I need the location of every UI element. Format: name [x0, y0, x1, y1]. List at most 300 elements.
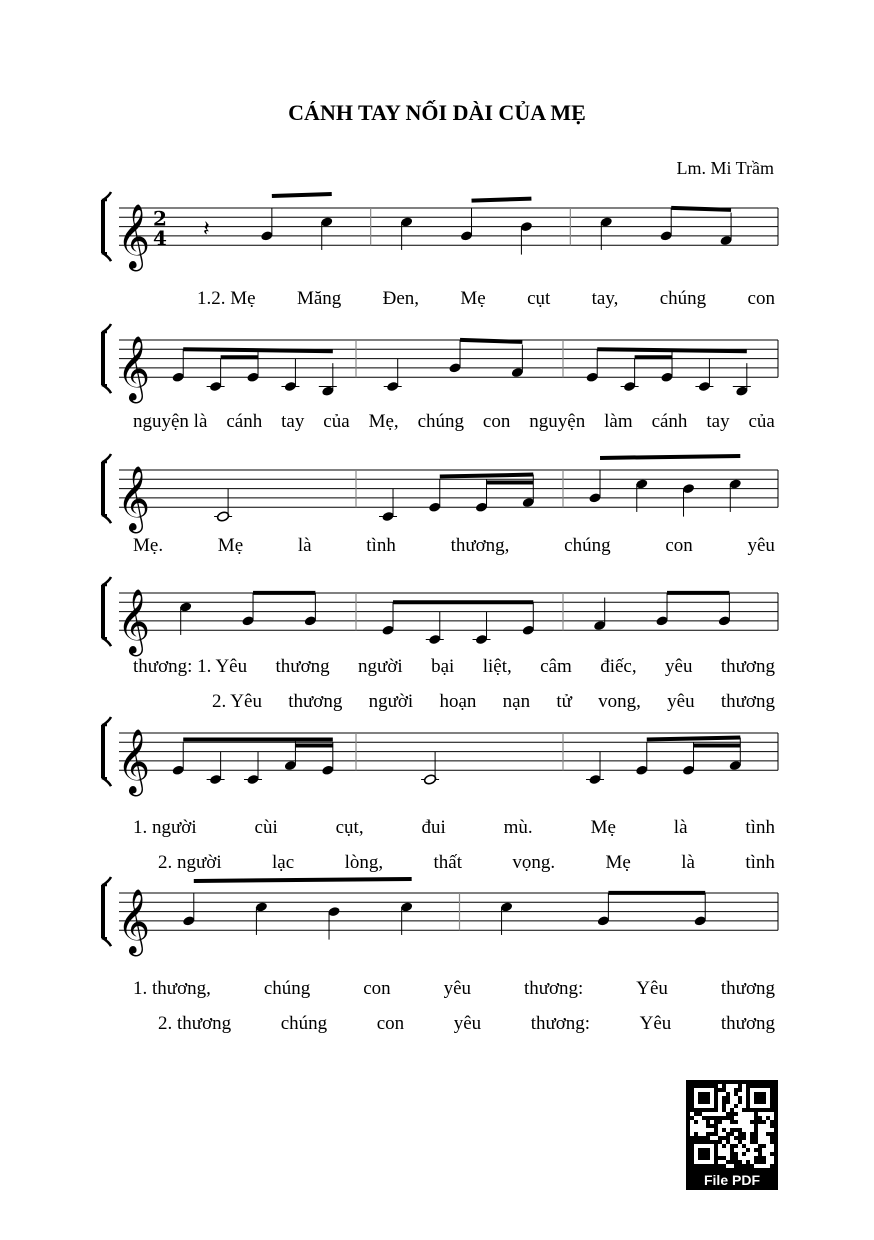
lyric-word: Mẹ [590, 817, 616, 838]
qr-module [702, 1136, 706, 1140]
lyrics-line [133, 656, 775, 678]
qr-module [722, 1144, 726, 1148]
qr-module [758, 1160, 762, 1164]
qr-module [714, 1156, 718, 1160]
qr-module [762, 1156, 766, 1160]
qr-module [726, 1160, 730, 1164]
qr-module [726, 1136, 730, 1140]
qr-module [706, 1152, 710, 1156]
treble-clef-icon: 𝄞 [117, 889, 151, 955]
qr-module [754, 1160, 758, 1164]
lyric-word: bại [431, 656, 455, 677]
lyric-word: thương [720, 691, 775, 712]
qr-module [702, 1108, 706, 1112]
beam [194, 879, 412, 881]
qr-module [746, 1108, 750, 1112]
lyric-word: tình [366, 535, 396, 556]
qr-module [750, 1164, 754, 1168]
lyrics-line [197, 288, 775, 310]
qr-module [702, 1148, 706, 1152]
qr-module [762, 1160, 766, 1164]
beam [472, 199, 532, 201]
qr-module [758, 1152, 762, 1156]
lyric-word: cùi [254, 817, 278, 838]
qr-module [714, 1132, 718, 1136]
qr-module [754, 1124, 758, 1128]
lyric-word: tử [556, 691, 572, 712]
qr-module [734, 1164, 738, 1168]
lyric-word: yêu [453, 1013, 482, 1034]
qr-module [726, 1096, 730, 1100]
staff-system [95, 440, 785, 550]
qr-module [698, 1112, 702, 1116]
qr-module [738, 1096, 742, 1100]
qr-module [754, 1156, 758, 1160]
qr-module [694, 1108, 698, 1112]
qr-module [734, 1112, 738, 1116]
qr-module [762, 1096, 766, 1100]
qr-module [706, 1116, 710, 1120]
qr-module [698, 1136, 702, 1140]
song-title: CÁNH TAY NỐI DÀI CỦA MẸ [288, 100, 586, 125]
qr-module [718, 1120, 722, 1124]
qr-module [730, 1148, 734, 1152]
lyric-word: tay [706, 411, 730, 432]
beam [671, 208, 731, 210]
qr-module [770, 1084, 774, 1088]
qr-module [714, 1120, 718, 1124]
lyrics-line [133, 978, 775, 1000]
qr-module [758, 1148, 762, 1152]
lyric-word: con [376, 1013, 405, 1034]
qr-module [714, 1140, 718, 1144]
beam [597, 349, 747, 351]
qr-module [766, 1132, 770, 1136]
lyric-word: chúng [564, 535, 611, 556]
qr-module [690, 1144, 694, 1148]
qr-module [690, 1116, 694, 1120]
lyric-word: cụt [527, 288, 551, 309]
qr-module [754, 1108, 758, 1112]
qr-module [734, 1120, 738, 1124]
lyric-word: Mẹ. [133, 535, 164, 556]
qr-module [698, 1152, 702, 1156]
lyric-word: hoạn [439, 691, 477, 712]
qr-module [770, 1088, 774, 1092]
qr-module [702, 1100, 706, 1104]
qr-module [750, 1136, 754, 1140]
composer: Lm. Mi Trầm [676, 158, 774, 178]
qr-module [738, 1164, 742, 1168]
qr-module [734, 1152, 738, 1156]
qr-module [690, 1148, 694, 1152]
lyric-word: nguyện [529, 411, 586, 432]
lyrics-line [133, 817, 775, 839]
qr-module [742, 1152, 746, 1156]
qr-module [706, 1120, 710, 1124]
lyric-word: 2. Yêu [212, 691, 262, 712]
lyric-word: lạc [272, 852, 295, 873]
lyric-word: cụt, [335, 817, 364, 838]
qr-module [746, 1100, 750, 1104]
qr-module [702, 1084, 706, 1088]
lyric-word: yêu [747, 535, 775, 556]
qr-module [714, 1124, 718, 1128]
qr-module [730, 1116, 734, 1120]
lyric-word: cánh [651, 411, 688, 432]
qr-module [726, 1132, 730, 1136]
qr-module [742, 1144, 746, 1148]
qr-module [714, 1160, 718, 1164]
qr-module [714, 1100, 718, 1104]
qr-module [706, 1164, 710, 1168]
qr-module [694, 1136, 698, 1140]
lyric-word: Mẹ [217, 535, 244, 556]
beam [440, 475, 534, 477]
qr-module [758, 1156, 762, 1160]
qr-module [730, 1160, 734, 1164]
qr-module [754, 1096, 758, 1100]
qr-module [698, 1100, 702, 1104]
qr-module [702, 1096, 706, 1100]
qr-module [706, 1140, 710, 1144]
lyric-word: Mẹ, [368, 411, 399, 432]
qr-pattern [690, 1084, 774, 1168]
qr-module [770, 1136, 774, 1140]
qr-module [730, 1156, 734, 1160]
lyric-word: câm [540, 656, 572, 677]
lyric-word: con [665, 535, 693, 556]
qr-module [710, 1116, 714, 1120]
qr-module [710, 1164, 714, 1168]
qr-module [690, 1152, 694, 1156]
qr-module [738, 1084, 742, 1088]
qr-module [758, 1100, 762, 1104]
treble-clef-icon: 𝄞 [117, 204, 151, 270]
lyric-word: là [681, 852, 695, 873]
treble-clef-icon: 𝄞 [117, 589, 151, 655]
qr-module [698, 1092, 702, 1096]
lyric-word: Đen, [382, 288, 420, 309]
qr-module [758, 1096, 762, 1100]
qr-module [738, 1132, 742, 1136]
lyric-word: Yêu [636, 978, 668, 999]
qr-module [690, 1084, 694, 1088]
qr-module [718, 1088, 722, 1092]
qr-module [738, 1128, 742, 1132]
qr-module [722, 1088, 726, 1092]
qr-module [698, 1156, 702, 1160]
qr-module [746, 1092, 750, 1096]
lyric-word: điếc, [600, 656, 637, 677]
qr-module [694, 1164, 698, 1168]
qr-module [706, 1132, 710, 1136]
qr-module [706, 1084, 710, 1088]
qr-module [718, 1164, 722, 1168]
qr-module [770, 1140, 774, 1144]
qr-module [718, 1136, 722, 1140]
lyric-word: 1.2. Mẹ [197, 288, 256, 309]
time-signature-top: 2 [153, 206, 167, 231]
lyric-word: cánh [226, 411, 263, 432]
qr-module [710, 1140, 714, 1144]
qr-module [758, 1120, 762, 1124]
qr-code-icon [690, 1084, 774, 1168]
lyric-word: chúng [263, 978, 311, 999]
qr-module [698, 1148, 702, 1152]
qr-module [734, 1088, 738, 1092]
lyric-word: Mẹ [605, 852, 631, 873]
qr-module [690, 1108, 694, 1112]
qr-module [754, 1084, 758, 1088]
qr-module [722, 1096, 726, 1100]
lyric-word: thương [288, 691, 343, 712]
qr-module [770, 1164, 774, 1168]
qr-module [746, 1088, 750, 1092]
qr-module [730, 1108, 734, 1112]
lyric-word: 2. thương [158, 1013, 232, 1034]
qr-module [710, 1108, 714, 1112]
qr-module [722, 1100, 726, 1104]
lyric-word: thương [720, 656, 775, 677]
qr-module [722, 1108, 726, 1112]
lyric-word: yêu [665, 656, 693, 677]
qr-module [750, 1108, 754, 1112]
qr-module [726, 1092, 730, 1096]
lyric-word: đui [421, 817, 446, 838]
treble-clef-icon: 𝄞 [117, 336, 151, 402]
qr-module [690, 1140, 694, 1144]
qr-module [758, 1108, 762, 1112]
qr-module [738, 1088, 742, 1092]
qr-module [714, 1152, 718, 1156]
lyric-word: thương, [450, 535, 510, 556]
qr-module [750, 1132, 754, 1136]
lyric-word: là [673, 817, 688, 838]
qr-module [742, 1108, 746, 1112]
qr-module [694, 1120, 698, 1124]
staff-system [95, 310, 785, 420]
lyric-word: thương [720, 1013, 775, 1034]
qr-module [730, 1152, 734, 1156]
qr-module [770, 1092, 774, 1096]
lyric-word: người [368, 691, 414, 712]
qr-module [750, 1120, 754, 1124]
lyric-word: là [297, 535, 312, 556]
lyric-word: vong, [598, 691, 641, 712]
qr-module [766, 1116, 770, 1120]
qr-module [754, 1136, 758, 1140]
qr-module [734, 1128, 738, 1132]
qr-module [722, 1136, 726, 1140]
qr-module [702, 1164, 706, 1168]
qr-module [718, 1116, 722, 1120]
lyric-word: yêu [443, 978, 471, 999]
lyric-word: yêu [667, 691, 695, 712]
qr-module [746, 1148, 750, 1152]
qr-module [770, 1124, 774, 1128]
qr-module [710, 1124, 714, 1128]
lyrics-line [133, 535, 775, 557]
qr-module [690, 1160, 694, 1164]
qr-module [734, 1092, 738, 1096]
qr-module [690, 1164, 694, 1168]
qr-module [738, 1160, 742, 1164]
qr-module [734, 1156, 738, 1160]
beam [272, 194, 332, 196]
qr-module [758, 1116, 762, 1120]
lyric-word: con [482, 411, 511, 432]
lyric-word: Măng [296, 288, 342, 309]
qr-module [714, 1116, 718, 1120]
qr-module [762, 1092, 766, 1096]
qr-module [770, 1104, 774, 1108]
lyric-word: 2. người [158, 852, 222, 873]
qr-module [706, 1136, 710, 1140]
qr-module [698, 1140, 702, 1144]
qr-module [714, 1164, 718, 1168]
qr-module [690, 1104, 694, 1108]
qr-module [706, 1124, 710, 1128]
qr-module [690, 1088, 694, 1092]
qr-module [714, 1128, 718, 1132]
lyric-word: của [323, 411, 350, 432]
lyric-word: liệt, [482, 656, 512, 677]
treble-clef-icon: 𝄞 [117, 729, 151, 795]
staff-system [95, 178, 785, 288]
qr-module [730, 1132, 734, 1136]
qr-module [714, 1104, 718, 1108]
lyric-word: chúng [417, 411, 464, 432]
qr-module [714, 1088, 718, 1092]
lyric-word: 1. người [133, 817, 197, 838]
lyric-word: làm [604, 411, 633, 432]
qr-module [754, 1132, 758, 1136]
lyric-word: chúng [659, 288, 707, 309]
qr-module [746, 1084, 750, 1088]
lyric-word: nguyện là [133, 411, 208, 432]
qr-module [722, 1084, 726, 1088]
qr-module [770, 1120, 774, 1124]
lyric-word: tình [745, 817, 775, 838]
qr-module [758, 1084, 762, 1088]
qr-module [702, 1152, 706, 1156]
staff-system [95, 863, 785, 973]
qr-module [754, 1112, 758, 1116]
qr-module [754, 1100, 758, 1104]
lyrics-line [133, 411, 775, 433]
qr-module [710, 1132, 714, 1136]
beam [460, 340, 522, 342]
qr-module [726, 1140, 730, 1144]
lyric-word: thương: 1. Yêu [133, 656, 248, 677]
qr-module [730, 1144, 734, 1148]
qr-module [706, 1092, 710, 1096]
qr-module [746, 1104, 750, 1108]
time-signature-bottom: 4 [153, 226, 167, 251]
qr-module [766, 1108, 770, 1112]
qr-module [754, 1120, 758, 1124]
qr-module [698, 1084, 702, 1088]
lyric-word: Mẹ [460, 288, 486, 309]
qr-module [702, 1156, 706, 1160]
qr-module [742, 1164, 746, 1168]
qr-module [706, 1096, 710, 1100]
qr-module [770, 1108, 774, 1112]
treble-clef-icon: 𝄞 [117, 466, 151, 532]
lyric-word: lòng, [344, 852, 384, 873]
qr-module [702, 1140, 706, 1144]
qr-module [706, 1108, 710, 1112]
lyric-word: tình [745, 852, 775, 873]
lyric-word: con [363, 978, 391, 999]
lyric-word: 1. thương, [133, 978, 211, 999]
qr-module [714, 1084, 718, 1088]
qr-module [698, 1096, 702, 1100]
lyric-word: tay, [591, 288, 619, 309]
lyric-word: chúng [280, 1013, 328, 1034]
lyric-word: nạn [502, 691, 531, 712]
lyric-word: vọng. [512, 852, 556, 873]
qr-module [722, 1164, 726, 1168]
qr-module [762, 1084, 766, 1088]
qr-module [746, 1160, 750, 1164]
qr-module [742, 1136, 746, 1140]
qr-module [734, 1136, 738, 1140]
qr-module [730, 1120, 734, 1124]
qr-module [698, 1108, 702, 1112]
qr-module [754, 1092, 758, 1096]
qr-module [722, 1128, 726, 1132]
qr-module [726, 1116, 730, 1120]
qr-module [706, 1148, 710, 1152]
qr-module [758, 1144, 762, 1148]
qr-module [746, 1096, 750, 1100]
qr-module [738, 1140, 742, 1144]
qr-module [726, 1112, 730, 1116]
qr-module [750, 1084, 754, 1088]
staff-system [95, 703, 785, 813]
beam [183, 349, 333, 351]
qr-module [742, 1132, 746, 1136]
qr-module [722, 1104, 726, 1108]
lyric-word: thương [275, 656, 330, 677]
lyric-word: thương: [530, 1013, 591, 1034]
qr-module [714, 1108, 718, 1112]
qr-module [770, 1096, 774, 1100]
qr-module [754, 1148, 758, 1152]
qr-module [770, 1152, 774, 1156]
qr-module [694, 1132, 698, 1136]
quarter-rest-icon: 𝄽 [202, 216, 210, 242]
qr-code-pdf-link[interactable] [686, 1080, 778, 1190]
qr-module [770, 1132, 774, 1136]
qr-module [730, 1128, 734, 1132]
qr-module [766, 1084, 770, 1088]
lyric-word: mù. [503, 817, 533, 838]
qr-module [694, 1084, 698, 1088]
qr-module [706, 1100, 710, 1104]
qr-module [714, 1144, 718, 1148]
lyric-word: của [748, 411, 775, 432]
lyric-word: người [358, 656, 403, 677]
lyric-word: thất [433, 852, 462, 873]
qr-module [710, 1084, 714, 1088]
qr-label: File PDF [703, 1172, 760, 1188]
qr-module [738, 1136, 742, 1140]
qr-module [690, 1156, 694, 1160]
lyrics-line [158, 1013, 775, 1035]
